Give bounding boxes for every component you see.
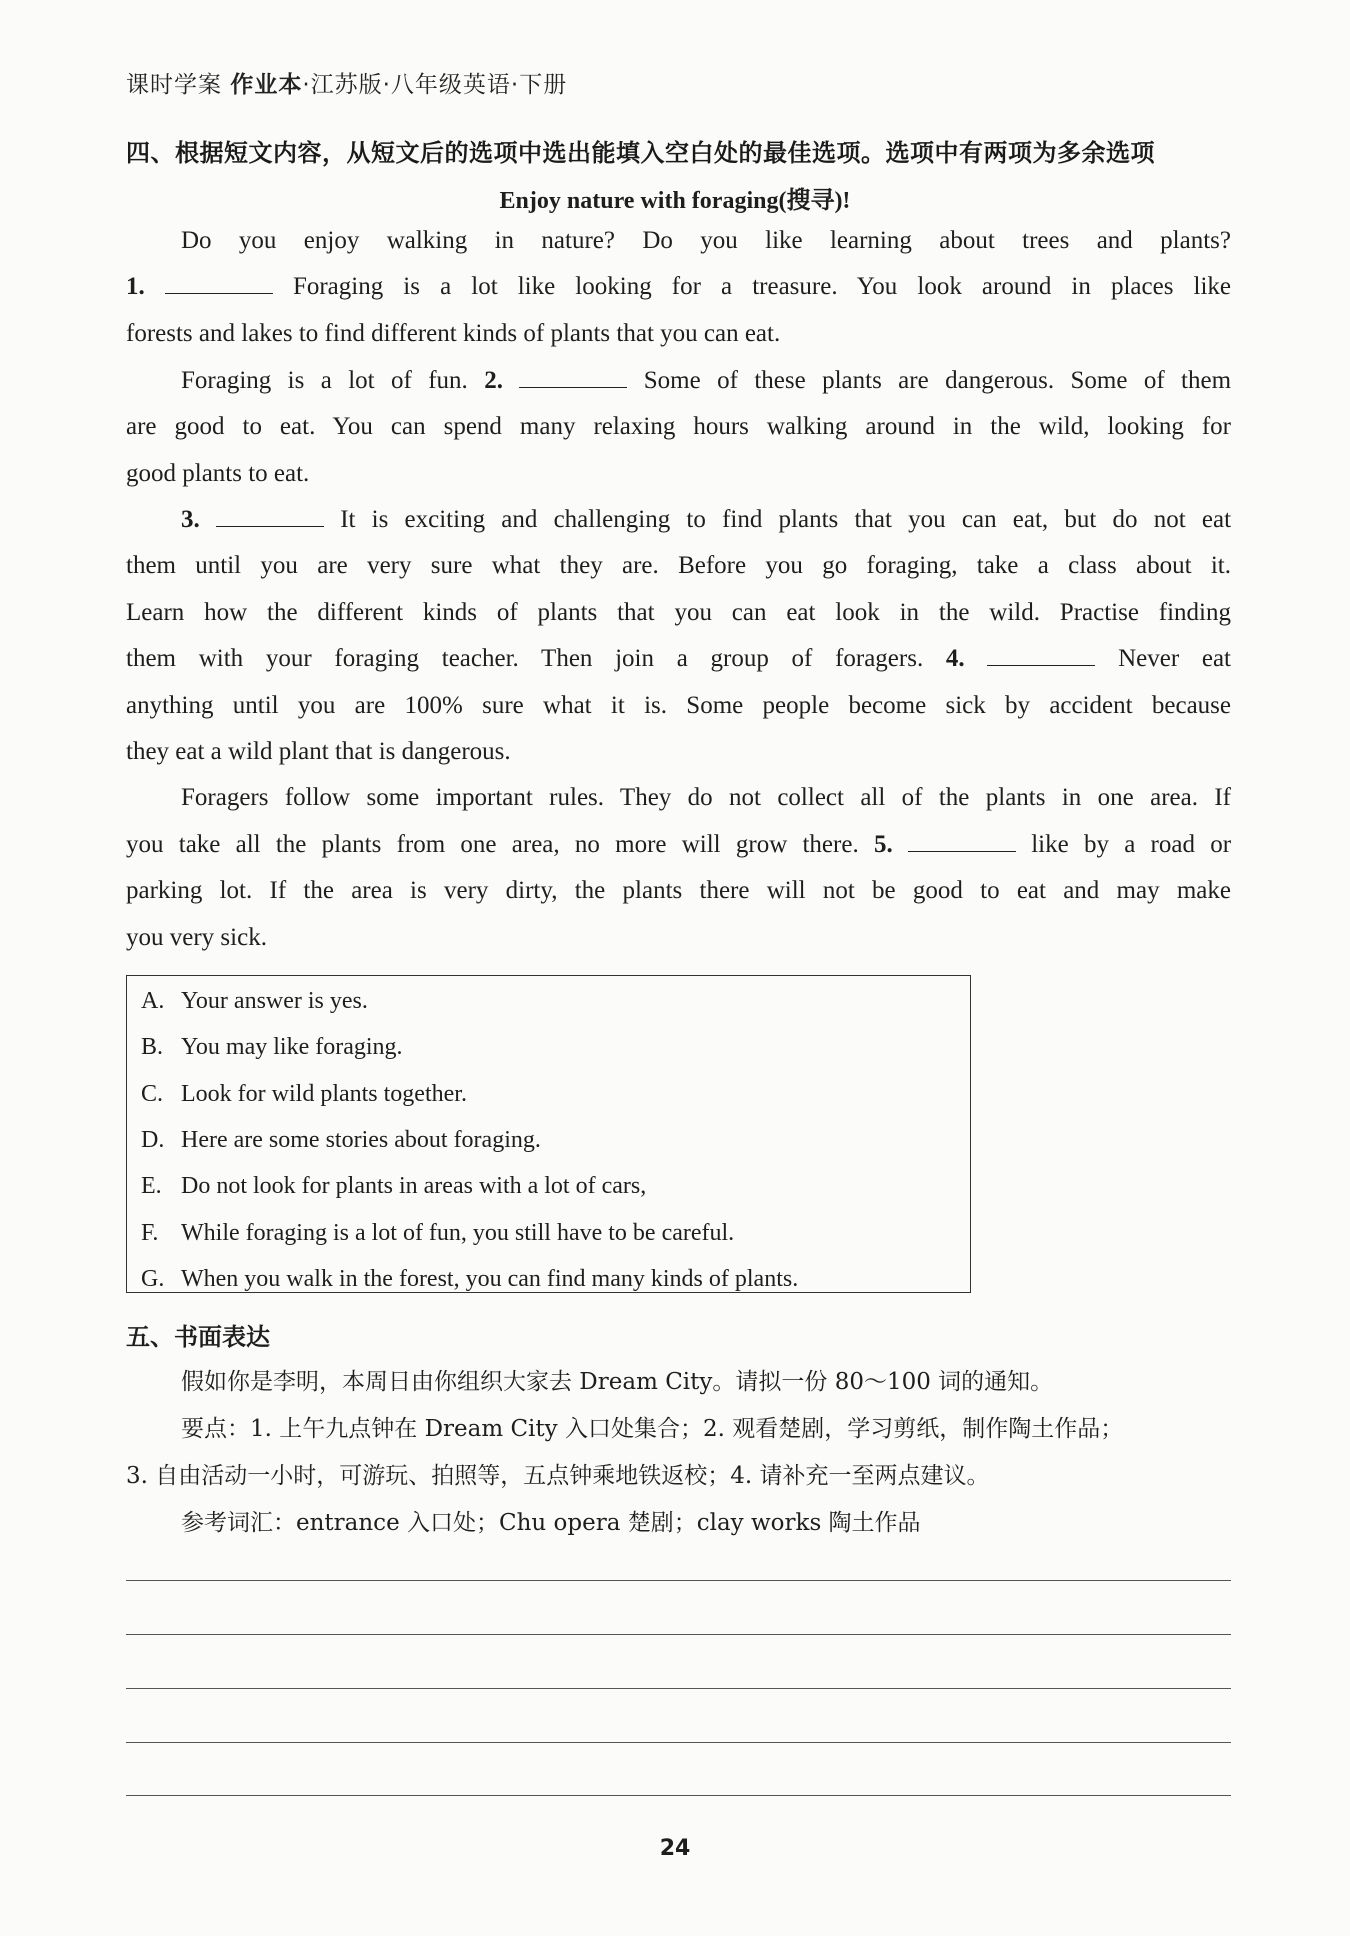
passage-line	[126, 636, 1231, 682]
writing-prompt-line: 假如你是李明，本周日由你组织大家去 Dream City。请拟一份 80～100 词的通知。	[181, 1369, 1054, 1395]
passage-line	[181, 358, 1231, 404]
option-text: While foraging is a lot of fun, you still have to be careful.	[181, 1219, 735, 1246]
option-text: Do not look for plants in areas with a lot of cars,	[181, 1173, 647, 1200]
passage-text: you very sick.	[126, 924, 267, 951]
passage-text: are good to eat. You can spend many relaxing hours walking around in the wild, looking for	[126, 413, 1231, 440]
passage-text: them with your foraging teacher. Then join a group of foragers.	[126, 645, 924, 672]
answer-blank[interactable]	[908, 829, 1016, 852]
passage-text: Never eat	[1118, 645, 1231, 672]
passage-text: Some of these plants are dangerous. Some of them	[643, 367, 1232, 394]
passage-text: forests and lakes to find different kinds of plants that you can eat.	[126, 320, 781, 347]
passage-line	[126, 404, 1231, 450]
passage-line	[126, 868, 1231, 914]
option-letter: A.	[141, 988, 165, 1014]
section-4-title: 四、根据短文内容，从短文后的选项中选出能填入空白处的最佳选项。选项中有两项为多余选项	[126, 139, 1155, 167]
writing-rule	[126, 1580, 1231, 1581]
option-letter: G.	[141, 1265, 165, 1292]
blank-number: 4.	[945, 645, 965, 672]
option-letter: B.	[141, 1034, 164, 1061]
answer-blank[interactable]	[216, 504, 324, 527]
passage-text: Foraging is a lot of fun.	[181, 367, 468, 394]
passage-line	[126, 683, 1231, 729]
option-item	[141, 1081, 467, 1108]
option-letter: C.	[141, 1080, 164, 1107]
blank-number: 1.	[126, 273, 145, 300]
option-item	[141, 1266, 798, 1293]
option-item	[141, 1127, 541, 1154]
book-header	[126, 66, 567, 99]
section-5-title: 五、书面表达	[126, 1323, 270, 1351]
passage-line	[126, 915, 1231, 961]
passage-line	[126, 729, 1231, 775]
options-box	[126, 975, 971, 1293]
passage-text: they eat a wild plant that is dangerous.	[126, 738, 511, 765]
writing-rule	[126, 1688, 1231, 1689]
option-item	[141, 988, 368, 1015]
passage-text: Foragers follow some important rules. They do not collect all of the plants in one area. If	[181, 784, 1231, 811]
option-text: Look for wild plants together.	[181, 1080, 467, 1107]
answer-blank[interactable]	[519, 365, 627, 388]
passage-title: Enjoy nature with foraging(搜寻)!	[499, 188, 851, 214]
option-text: Here are some stories about foraging.	[181, 1126, 541, 1153]
header-book: 课时学案	[126, 72, 222, 98]
passage-text: Foraging is a lot like looking for a treasure. You look around in places like	[292, 273, 1232, 300]
blank-number: 3.	[181, 506, 200, 533]
passage-text: you take all the plants from one area, no more will grow there.	[126, 831, 859, 858]
option-item	[141, 1173, 646, 1200]
writing-rule	[126, 1634, 1231, 1635]
passage-text: anything until you are 100% sure what it is. Some people become sick by accident because	[126, 692, 1231, 719]
passage-line	[126, 822, 1231, 868]
writing-rule	[126, 1742, 1231, 1743]
writing-points-line: 要点：1. 上午九点钟在 Dream City 入口处集合；2. 观看楚剧，学习剪纸，制作陶土作品；	[181, 1416, 1124, 1442]
header-series: 作业本	[230, 72, 303, 98]
blank-number: 2.	[484, 367, 503, 394]
passage-line	[181, 497, 1231, 543]
writing-points-line: 3. 自由活动一小时，可游玩、拍照等，五点钟乘地铁返校；4. 请补充一至两点建议。	[126, 1463, 990, 1489]
option-letter: E.	[141, 1173, 162, 1200]
writing-rule	[126, 1795, 1231, 1796]
passage-line	[181, 218, 1231, 264]
passage-text: them until you are very sure what they are. Before you go foraging, take a class about it.	[126, 552, 1231, 579]
passage-text: Learn how the different kinds of plants that you can eat look in the wild. Practise finding	[126, 599, 1231, 626]
passage-line	[181, 775, 1231, 821]
passage-line	[126, 451, 1231, 497]
passage-line	[126, 543, 1231, 589]
answer-blank[interactable]	[987, 643, 1095, 666]
option-text: You may like foraging.	[181, 1034, 403, 1061]
option-text: When you walk in the forest, you can find many kinds of plants.	[181, 1265, 799, 1292]
option-item	[141, 1034, 403, 1061]
page-number: 24	[659, 1836, 691, 1861]
passage-text: Do you enjoy walking in nature? Do you like learning about trees and plants?	[181, 227, 1231, 254]
passage-text: It is exciting and challenging to find plants that you can eat, but do not eat	[340, 506, 1232, 533]
passage-text: parking lot. If the area is very dirty, the plants there will not be good to eat and may make	[126, 877, 1231, 904]
option-letter: D.	[141, 1126, 165, 1153]
passage-text: good plants to eat.	[126, 460, 310, 487]
answer-blank[interactable]	[165, 271, 273, 294]
passage-line	[126, 311, 1231, 357]
header-edition: ·江苏版·八年级英语·下册	[302, 72, 568, 98]
option-text: Your answer is yes.	[181, 988, 368, 1014]
passage-line	[126, 264, 1231, 310]
passage-text: like by a road or	[1031, 831, 1232, 858]
option-letter: F.	[141, 1219, 159, 1246]
writing-vocab-line: 参考词汇：entrance 入口处；Chu opera 楚剧；clay works 陶土作品	[181, 1510, 921, 1536]
blank-number: 5.	[873, 831, 893, 858]
option-item	[141, 1220, 734, 1247]
passage-line	[126, 590, 1231, 636]
